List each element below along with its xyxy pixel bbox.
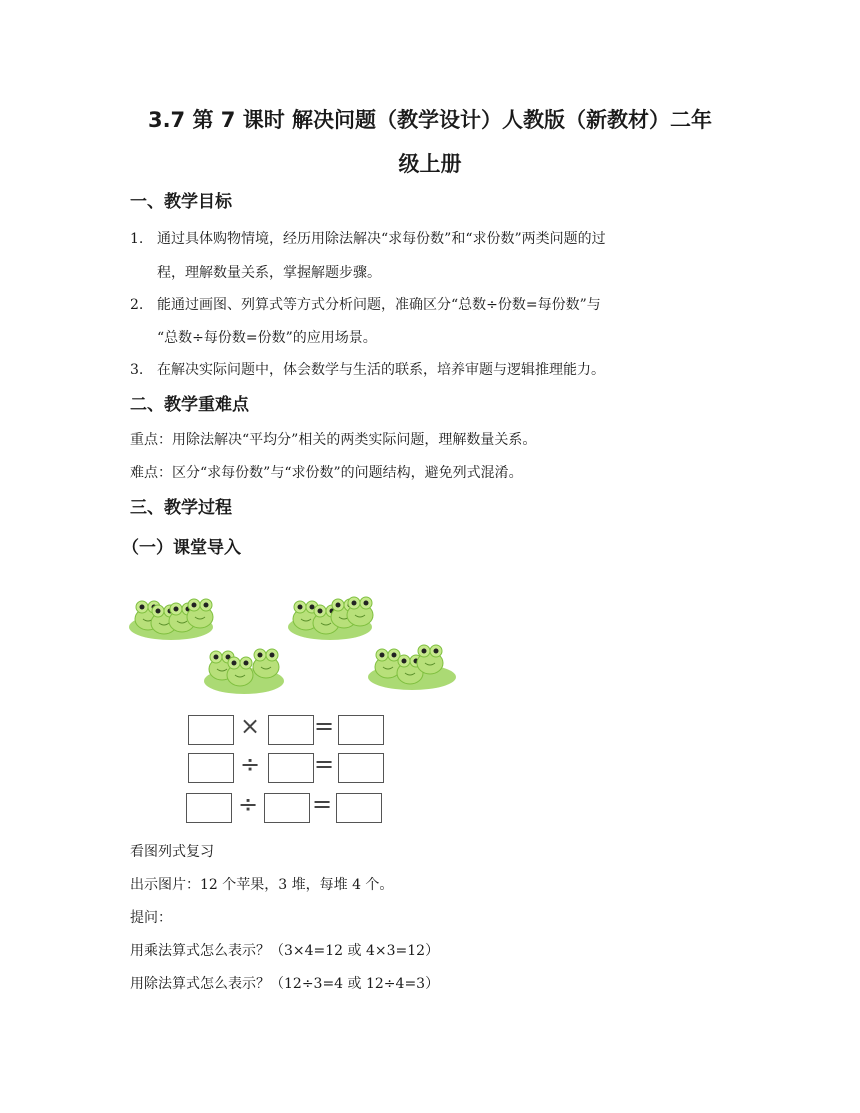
subsection-heading-intro: （一）课堂导入 (122, 538, 241, 558)
equals-sign: = (311, 790, 333, 818)
answer-box[interactable] (188, 753, 234, 783)
section-heading-process: 三、教学过程 (130, 498, 232, 518)
frog-group-top-left (129, 599, 213, 640)
title-line-1: 3.7 第 7 课时 解决问题（教学设计）人教版（新教材）二年 (147, 108, 713, 132)
goal-3-line-1: 在解决实际问题中，体会数学与生活的联系，培养审题与逻辑推理能力。 (157, 362, 605, 378)
answer-box[interactable] (338, 715, 384, 745)
answer-box[interactable] (268, 753, 314, 783)
divide-sign: ÷ (239, 750, 261, 778)
answer-box[interactable] (186, 793, 232, 823)
goal-number-2: 2. (130, 297, 144, 313)
goal-2-line-1: 能通过画图、列算式等方式分析问题，准确区分“总数÷份数=每份数”与 (157, 297, 601, 313)
answer-box[interactable] (188, 715, 234, 745)
title-line-2: 级上册 (398, 152, 462, 176)
divide-sign: ÷ (237, 790, 259, 818)
picture-description: 出示图片：12 个苹果，3 堆，每堆 4 个。 (130, 877, 394, 893)
answer-box[interactable] (268, 715, 314, 745)
goal-1-line-1: 通过具体购物情境，经历用除法解决“求每份数”和“求份数”两类问题的过 (157, 231, 606, 247)
goal-number-3: 3. (130, 362, 144, 378)
goal-1-line-2: 程，理解数量关系，掌握解题步骤。 (157, 265, 381, 281)
equation-templates (186, 714, 391, 826)
division-question: 用除法算式怎么表示？（12÷3=4 或 12÷4=3） (130, 976, 440, 992)
frog-group-bottom-right (368, 645, 456, 690)
answer-box[interactable] (338, 753, 384, 783)
section-heading-key-points: 二、教学重难点 (130, 395, 249, 415)
question-prompt: 提问： (130, 910, 172, 926)
division-template-1 (186, 752, 391, 784)
multiplication-template (186, 714, 391, 746)
multiplication-question: 用乘法算式怎么表示？（3×4=12 或 4×3=12） (130, 943, 440, 959)
review-heading: 看图列式复习 (130, 844, 214, 860)
equals-sign: = (313, 712, 335, 740)
frog-group-bottom-left (204, 649, 284, 694)
focus-point: 重点：用除法解决“平均分”相关的两类实际问题，理解数量关系。 (130, 432, 537, 448)
goal-2-line-2: “总数÷每份数=份数”的应用场景。 (157, 330, 377, 346)
answer-box[interactable] (336, 793, 382, 823)
frogs-illustration (126, 585, 466, 700)
equals-sign: = (313, 750, 335, 778)
times-sign: × (239, 712, 261, 740)
section-heading-goals: 一、教学目标 (130, 192, 232, 212)
frog-group-top-right (288, 597, 373, 640)
answer-box[interactable] (264, 793, 310, 823)
division-template-2 (186, 792, 391, 824)
difficulty-point: 难点：区分“求每份数”与“求份数”的问题结构，避免列式混淆。 (130, 465, 523, 481)
document-title (60, 98, 800, 186)
goal-number-1: 1. (130, 231, 144, 247)
